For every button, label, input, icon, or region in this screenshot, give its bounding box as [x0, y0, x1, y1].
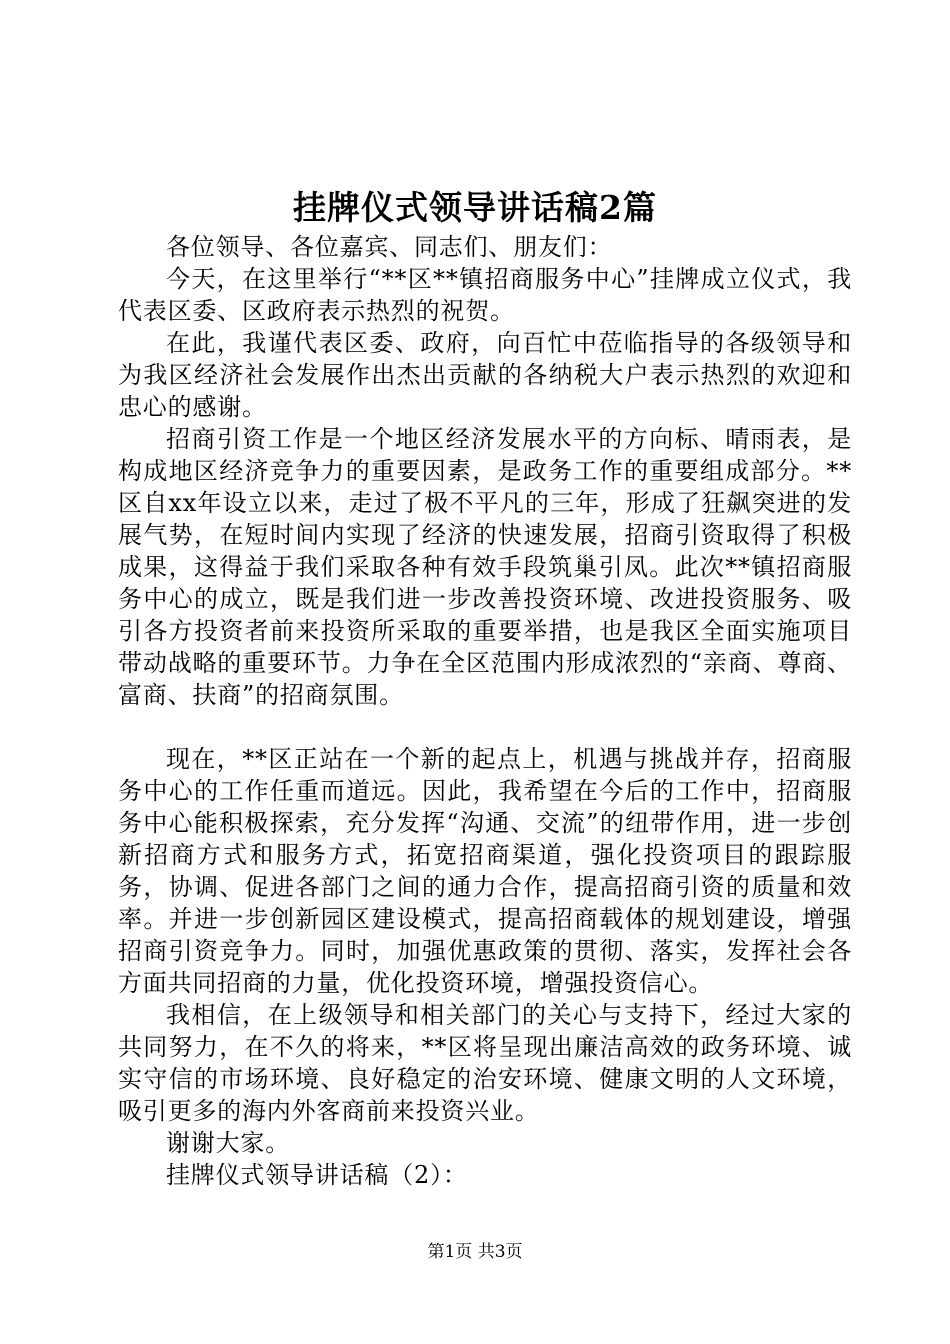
- page-number: 第1页 共3页: [427, 1242, 523, 1262]
- paragraph-investment: 招商引资工作是一个地区经济发展水平的方向标、晴雨表，是构成地区经济竞争力的重要因素，是政务工作的重要组成部分。**区自xx年设立以来，走过了极不平凡的三年，形成了狂飙突进的发展气势，在短时间内实现了经济的快速发展，招商引资取得了积极成果，这得益于我们采取各种有效手段筑巢引凤。此次**镇招商服务中心的成立，既是我们进一步改善投资环境、改进投资服务、吸引各方投资者前来投资所采取的重要举措，也是我区全面实施项目带动战略的重要环节。力争在全区范围内形成浓烈的“亲商、尊商、富商、扶商”的招商氛围。: [118, 425, 852, 709]
- paragraph-closing: 谢谢大家。: [166, 1129, 290, 1157]
- paragraph-opening: 今天，在这里举行“**区**镇招商服务中心”挂牌成立仪式，我代表区委、区政府表示热烈的祝贺。: [118, 265, 852, 325]
- paragraph-belief: 我相信，在上级领导和相关部门的关心与支持下，经过大家的共同努力，在不久的将来，**区将呈现出廉洁高效的政务环境、诚实守信的市场环境、良好稳定的治安环境、健康文明的人文环境，吸引更多的海内外客商前来投资兴业。: [118, 1001, 852, 1125]
- paragraph-hopes: 现在，**区正站在一个新的起点上，机遇与挑战并存，招商服务中心的工作任重而道远。因此，我希望在今后的工作中，招商服务中心能积极探索，充分发挥“沟通、交流”的纽带作用，进一步创新招商方式和服务方式，拓宽招商渠道，强化投资项目的跟踪服务，协调、促进各部门之间的通力合作，提高招商引资的质量和效率。并进一步创新园区建设模式，提高招商载体的规划建设，增强招商引资竞争力。同时，加强优惠政策的贯彻、落实，发挥社会各方面共同招商的力量，优化投资环境，增强投资信心。: [118, 745, 852, 997]
- paragraph-second-title: 挂牌仪式领导讲话稿（2）：: [166, 1161, 468, 1189]
- document-title: 挂牌仪式领导讲话稿2篇: [293, 188, 657, 227]
- paragraph-thanks: 在此，我谨代表区委、政府，向百忙中莅临指导的各级领导和为我区经济社会发展作出杰出贡献的各纳税大户表示热烈的欢迎和忠心的感谢。: [118, 329, 852, 421]
- document-body: [118, 231, 852, 1191]
- paragraph-salutation: 各位领导、各位嘉宾、同志们、朋友们：: [166, 233, 613, 261]
